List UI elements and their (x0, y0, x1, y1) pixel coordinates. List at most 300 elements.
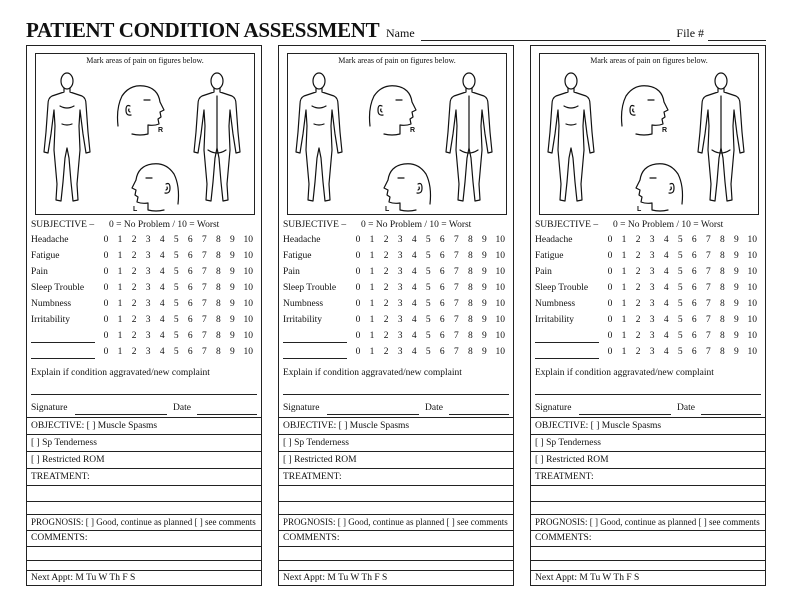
explain-field[interactable] (31, 394, 257, 395)
explain-field[interactable] (535, 394, 761, 395)
rating-option[interactable]: 1 (621, 331, 627, 341)
rating-option[interactable]: 7 (705, 251, 711, 261)
left-side-head-figure[interactable] (132, 164, 179, 211)
rating-option[interactable]: 2 (131, 267, 137, 277)
rating-option[interactable]: 8 (720, 283, 725, 293)
rating-option[interactable]: 1 (621, 267, 627, 277)
rating-option[interactable]: 4 (159, 331, 165, 341)
rating-option[interactable]: 3 (649, 299, 655, 309)
rating-option[interactable]: 7 (705, 235, 711, 245)
rating-option[interactable]: 0 (103, 347, 109, 357)
rating-option[interactable]: 6 (691, 283, 697, 293)
rating-option[interactable]: 9 (230, 347, 235, 357)
rating-option[interactable]: 10 (495, 251, 505, 261)
rating-option[interactable]: 3 (649, 283, 655, 293)
rating-option[interactable]: 7 (453, 315, 459, 325)
rating-option[interactable]: 3 (397, 347, 403, 357)
rating-option[interactable]: 5 (173, 251, 179, 261)
left-side-head-figure[interactable] (384, 164, 431, 211)
body-diagram[interactable] (540, 54, 758, 214)
body-diagram[interactable] (36, 54, 254, 214)
next-appt-days[interactable]: Next Appt: M Tu W Th F S (31, 573, 136, 583)
comments-line[interactable] (531, 560, 765, 561)
rating-option[interactable]: 3 (145, 331, 151, 341)
rating-option[interactable]: 5 (425, 251, 431, 261)
rating-option[interactable]: 4 (411, 235, 417, 245)
rating-option[interactable]: 7 (453, 347, 459, 357)
rating-option[interactable]: 5 (425, 315, 431, 325)
rating-option[interactable]: 10 (243, 347, 253, 357)
rating-option[interactable]: 4 (159, 235, 165, 245)
rating-option[interactable]: 9 (734, 267, 739, 277)
rating-option[interactable]: 5 (425, 331, 431, 341)
rating-option[interactable]: 6 (691, 235, 697, 245)
rating-option[interactable]: 0 (355, 267, 361, 277)
rating-option[interactable]: 4 (411, 251, 417, 261)
rating-option[interactable]: 0 (607, 267, 613, 277)
rating-option[interactable]: 0 (355, 283, 361, 293)
rating-option[interactable]: 3 (145, 315, 151, 325)
rating-option[interactable]: 8 (720, 315, 725, 325)
rating-option[interactable]: 0 (355, 235, 361, 245)
rating-option[interactable]: 1 (621, 251, 627, 261)
rating-option[interactable]: 8 (216, 283, 221, 293)
rating-option[interactable]: 7 (201, 267, 207, 277)
rating-option[interactable]: 8 (720, 331, 725, 341)
rating-option[interactable]: 1 (369, 235, 375, 245)
rating-option[interactable]: 8 (468, 235, 473, 245)
sp-tenderness-checkbox[interactable]: [ ] Sp Tenderness (283, 438, 349, 448)
file-number-field[interactable] (708, 29, 766, 41)
rating-option[interactable]: 6 (187, 283, 193, 293)
rating-option[interactable]: 3 (145, 251, 151, 261)
explain-field[interactable] (283, 394, 509, 395)
front-body-figure[interactable] (548, 73, 594, 201)
rating-option[interactable]: 5 (677, 267, 683, 277)
rating-option[interactable]: 5 (425, 283, 431, 293)
rating-option[interactable]: 2 (635, 267, 641, 277)
rating-option[interactable]: 0 (103, 283, 109, 293)
rating-option[interactable]: 5 (425, 299, 431, 309)
rating-option[interactable]: 0 (607, 235, 613, 245)
rating-option[interactable]: 9 (482, 331, 487, 341)
rating-option[interactable]: 2 (131, 251, 137, 261)
rating-option[interactable]: 1 (369, 347, 375, 357)
rating-option[interactable]: 2 (131, 283, 137, 293)
rating-option[interactable]: 6 (187, 299, 193, 309)
rating-option[interactable]: 9 (482, 299, 487, 309)
rating-option[interactable]: 7 (201, 299, 207, 309)
rating-option[interactable]: 9 (230, 283, 235, 293)
objective-muscle-spasms-checkbox[interactable]: OBJECTIVE: [ ] Muscle Spasms (283, 421, 410, 431)
rating-option[interactable]: 0 (355, 331, 361, 341)
custom-symptom-field[interactable] (535, 342, 599, 343)
rating-option[interactable]: 10 (495, 299, 505, 309)
rating-option[interactable]: 10 (747, 299, 757, 309)
rating-option[interactable]: 9 (230, 315, 235, 325)
rating-option[interactable]: 4 (159, 251, 165, 261)
rating-option[interactable]: 8 (468, 267, 473, 277)
rating-option[interactable]: 0 (103, 267, 109, 277)
custom-symptom-field[interactable] (283, 358, 347, 359)
rating-option[interactable]: 4 (159, 347, 165, 357)
rating-option[interactable]: 3 (397, 251, 403, 261)
front-body-figure[interactable] (44, 73, 90, 201)
rating-option[interactable]: 3 (397, 235, 403, 245)
rating-option[interactable]: 7 (453, 267, 459, 277)
rating-option[interactable]: 4 (663, 251, 669, 261)
rating-option[interactable]: 6 (439, 331, 445, 341)
rating-option[interactable]: 1 (369, 267, 375, 277)
rating-option[interactable]: 10 (747, 251, 757, 261)
rating-option[interactable]: 2 (383, 267, 389, 277)
rating-option[interactable]: 3 (649, 251, 655, 261)
rating-option[interactable]: 7 (705, 283, 711, 293)
next-appt-days[interactable]: Next Appt: M Tu W Th F S (283, 573, 388, 583)
rating-option[interactable]: 4 (159, 299, 165, 309)
rating-option[interactable]: 7 (453, 283, 459, 293)
rating-option[interactable]: 4 (663, 347, 669, 357)
rating-option[interactable]: 4 (663, 331, 669, 341)
rating-option[interactable]: 2 (635, 299, 641, 309)
rating-option[interactable]: 5 (677, 283, 683, 293)
rating-option[interactable]: 9 (482, 235, 487, 245)
rating-option[interactable]: 4 (663, 267, 669, 277)
rating-option[interactable]: 2 (635, 347, 641, 357)
rating-option[interactable]: 1 (369, 283, 375, 293)
rating-option[interactable]: 1 (117, 235, 123, 245)
rating-option[interactable]: 0 (607, 299, 613, 309)
rating-option[interactable]: 0 (607, 347, 613, 357)
rating-option[interactable]: 4 (663, 283, 669, 293)
rating-option[interactable]: 2 (635, 251, 641, 261)
rating-option[interactable]: 7 (705, 315, 711, 325)
rating-option[interactable]: 10 (495, 267, 505, 277)
rating-option[interactable]: 6 (691, 347, 697, 357)
rating-option[interactable]: 9 (734, 315, 739, 325)
rating-option[interactable]: 0 (607, 315, 613, 325)
restricted-rom-checkbox[interactable]: [ ] Restricted ROM (31, 455, 105, 465)
rating-option[interactable]: 6 (691, 251, 697, 261)
rating-option[interactable]: 6 (439, 235, 445, 245)
rating-option[interactable]: 6 (187, 347, 193, 357)
rating-option[interactable]: 3 (397, 267, 403, 277)
rating-option[interactable]: 10 (243, 251, 253, 261)
rating-option[interactable]: 9 (482, 347, 487, 357)
rating-option[interactable]: 7 (453, 299, 459, 309)
rating-option[interactable]: 1 (369, 315, 375, 325)
body-figure-box[interactable] (287, 53, 507, 215)
rating-option[interactable]: 7 (201, 347, 207, 357)
date-field[interactable] (449, 414, 509, 415)
rating-option[interactable]: 10 (495, 347, 505, 357)
rating-option[interactable]: 1 (369, 299, 375, 309)
rating-option[interactable]: 9 (734, 283, 739, 293)
rating-option[interactable]: 6 (439, 299, 445, 309)
name-field[interactable] (421, 29, 671, 41)
next-appt-days[interactable]: Next Appt: M Tu W Th F S (535, 573, 640, 583)
rating-option[interactable]: 0 (355, 347, 361, 357)
rating-option[interactable]: 0 (103, 235, 109, 245)
date-field[interactable] (197, 414, 257, 415)
rating-option[interactable]: 2 (131, 315, 137, 325)
custom-symptom-field[interactable] (535, 358, 599, 359)
comments-line[interactable] (279, 560, 513, 561)
treatment-line[interactable] (531, 501, 765, 502)
rating-option[interactable]: 10 (243, 235, 253, 245)
body-figure-box[interactable] (539, 53, 759, 215)
rating-option[interactable]: 9 (230, 251, 235, 261)
rating-option[interactable]: 3 (397, 283, 403, 293)
rating-option[interactable]: 10 (495, 235, 505, 245)
rating-option[interactable]: 6 (187, 267, 193, 277)
rating-option[interactable]: 7 (201, 283, 207, 293)
rating-option[interactable]: 2 (131, 331, 137, 341)
rating-option[interactable]: 9 (482, 267, 487, 277)
rating-option[interactable]: 1 (117, 315, 123, 325)
rating-option[interactable]: 5 (173, 283, 179, 293)
rating-option[interactable]: 5 (677, 235, 683, 245)
rating-option[interactable]: 9 (734, 347, 739, 357)
rating-option[interactable]: 9 (482, 251, 487, 261)
rating-option[interactable]: 7 (705, 331, 711, 341)
rating-option[interactable]: 7 (201, 235, 207, 245)
rating-option[interactable]: 10 (243, 283, 253, 293)
rating-option[interactable]: 10 (747, 267, 757, 277)
signature-field[interactable] (75, 414, 167, 415)
rating-option[interactable]: 8 (468, 315, 473, 325)
body-figure-box[interactable] (35, 53, 255, 215)
rating-option[interactable]: 10 (243, 331, 253, 341)
rating-option[interactable]: 5 (173, 235, 179, 245)
rating-option[interactable]: 3 (397, 299, 403, 309)
rating-option[interactable]: 6 (691, 299, 697, 309)
rating-option[interactable]: 9 (734, 299, 739, 309)
rating-option[interactable]: 8 (216, 267, 221, 277)
rating-option[interactable]: 6 (691, 315, 697, 325)
front-body-figure[interactable] (296, 73, 342, 201)
rating-option[interactable]: 2 (383, 347, 389, 357)
rating-option[interactable]: 10 (243, 267, 253, 277)
rating-option[interactable]: 8 (468, 283, 473, 293)
rating-option[interactable]: 8 (216, 251, 221, 261)
rating-option[interactable]: 5 (425, 267, 431, 277)
rating-option[interactable]: 5 (425, 235, 431, 245)
rating-option[interactable]: 2 (383, 315, 389, 325)
rating-option[interactable]: 8 (720, 267, 725, 277)
rating-option[interactable]: 6 (187, 235, 193, 245)
rating-option[interactable]: 8 (216, 299, 221, 309)
prognosis-options[interactable]: PROGNOSIS: [ ] Good, continue as planned [ ] see comments (535, 517, 760, 527)
rating-option[interactable]: 9 (230, 331, 235, 341)
rating-option[interactable]: 8 (216, 235, 221, 245)
rating-option[interactable]: 9 (230, 267, 235, 277)
rating-option[interactable]: 10 (243, 315, 253, 325)
rating-option[interactable]: 1 (621, 315, 627, 325)
rating-option[interactable]: 0 (355, 251, 361, 261)
rating-option[interactable]: 0 (355, 315, 361, 325)
rating-option[interactable]: 1 (117, 347, 123, 357)
objective-muscle-spasms-checkbox[interactable]: OBJECTIVE: [ ] Muscle Spasms (31, 421, 158, 431)
rating-option[interactable]: 4 (159, 315, 165, 325)
rating-option[interactable]: 1 (369, 251, 375, 261)
rating-option[interactable]: 2 (131, 299, 137, 309)
sp-tenderness-checkbox[interactable]: [ ] Sp Tenderness (31, 438, 97, 448)
back-body-figure[interactable] (698, 73, 744, 201)
rating-option[interactable]: 10 (747, 315, 757, 325)
rating-option[interactable]: 1 (621, 347, 627, 357)
rating-option[interactable]: 9 (734, 331, 739, 341)
rating-option[interactable]: 5 (173, 347, 179, 357)
rating-option[interactable]: 8 (720, 347, 725, 357)
rating-option[interactable]: 6 (439, 283, 445, 293)
rating-option[interactable]: 3 (145, 235, 151, 245)
rating-option[interactable]: 6 (187, 251, 193, 261)
rating-option[interactable]: 8 (468, 251, 473, 261)
rating-option[interactable]: 3 (649, 315, 655, 325)
rating-option[interactable]: 2 (383, 331, 389, 341)
rating-option[interactable]: 9 (482, 315, 487, 325)
rating-option[interactable]: 8 (468, 347, 473, 357)
rating-option[interactable]: 1 (117, 251, 123, 261)
rating-option[interactable]: 2 (635, 283, 641, 293)
rating-option[interactable]: 6 (439, 267, 445, 277)
custom-symptom-field[interactable] (31, 358, 95, 359)
objective-muscle-spasms-checkbox[interactable]: OBJECTIVE: [ ] Muscle Spasms (535, 421, 662, 431)
rating-option[interactable]: 3 (145, 267, 151, 277)
rating-option[interactable]: 5 (173, 315, 179, 325)
rating-option[interactable]: 8 (720, 299, 725, 309)
rating-option[interactable]: 7 (201, 315, 207, 325)
rating-option[interactable]: 7 (453, 235, 459, 245)
rating-option[interactable]: 9 (734, 235, 739, 245)
rating-option[interactable]: 10 (495, 331, 505, 341)
left-side-head-figure[interactable] (636, 164, 683, 211)
rating-option[interactable]: 8 (720, 251, 725, 261)
rating-option[interactable]: 5 (173, 331, 179, 341)
rating-option[interactable]: 3 (145, 283, 151, 293)
rating-option[interactable]: 2 (131, 235, 137, 245)
rating-option[interactable]: 2 (131, 347, 137, 357)
rating-option[interactable]: 3 (649, 347, 655, 357)
rating-option[interactable]: 2 (383, 251, 389, 261)
rating-option[interactable]: 7 (201, 251, 207, 261)
rating-option[interactable]: 5 (677, 251, 683, 261)
rating-option[interactable]: 10 (747, 283, 757, 293)
rating-option[interactable]: 7 (705, 299, 711, 309)
sp-tenderness-checkbox[interactable]: [ ] Sp Tenderness (535, 438, 601, 448)
rating-option[interactable]: 1 (369, 331, 375, 341)
rating-option[interactable]: 6 (691, 267, 697, 277)
rating-option[interactable]: 1 (117, 331, 123, 341)
rating-option[interactable]: 10 (243, 299, 253, 309)
rating-option[interactable]: 0 (607, 283, 613, 293)
rating-option[interactable]: 1 (117, 299, 123, 309)
rating-option[interactable]: 5 (677, 347, 683, 357)
rating-option[interactable]: 6 (691, 331, 697, 341)
rating-option[interactable]: 0 (607, 251, 613, 261)
rating-option[interactable]: 10 (747, 235, 757, 245)
comments-line[interactable] (27, 560, 261, 561)
restricted-rom-checkbox[interactable]: [ ] Restricted ROM (283, 455, 357, 465)
rating-option[interactable]: 5 (173, 299, 179, 309)
rating-option[interactable]: 1 (117, 267, 123, 277)
rating-option[interactable]: 8 (216, 331, 221, 341)
back-body-figure[interactable] (194, 73, 240, 201)
custom-symptom-field[interactable] (31, 342, 95, 343)
rating-option[interactable]: 10 (495, 283, 505, 293)
rating-option[interactable]: 0 (103, 331, 109, 341)
prognosis-options[interactable]: PROGNOSIS: [ ] Good, continue as planned [ ] see comments (31, 517, 256, 527)
rating-option[interactable]: 5 (173, 267, 179, 277)
rating-option[interactable]: 4 (411, 267, 417, 277)
rating-option[interactable]: 1 (621, 299, 627, 309)
rating-option[interactable]: 10 (495, 315, 505, 325)
rating-option[interactable]: 3 (145, 347, 151, 357)
rating-option[interactable]: 6 (187, 331, 193, 341)
rating-option[interactable]: 5 (677, 299, 683, 309)
rating-option[interactable]: 4 (411, 283, 417, 293)
rating-option[interactable]: 9 (482, 283, 487, 293)
rating-option[interactable]: 8 (216, 347, 221, 357)
rating-option[interactable]: 2 (635, 235, 641, 245)
rating-option[interactable]: 2 (383, 283, 389, 293)
date-field[interactable] (701, 414, 761, 415)
rating-option[interactable]: 4 (411, 347, 417, 357)
back-body-figure[interactable] (446, 73, 492, 201)
rating-option[interactable]: 9 (230, 299, 235, 309)
rating-option[interactable]: 0 (607, 331, 613, 341)
rating-option[interactable]: 7 (705, 347, 711, 357)
rating-option[interactable]: 8 (216, 315, 221, 325)
rating-option[interactable]: 0 (103, 315, 109, 325)
restricted-rom-checkbox[interactable]: [ ] Restricted ROM (535, 455, 609, 465)
rating-option[interactable]: 8 (720, 235, 725, 245)
rating-option[interactable]: 7 (705, 267, 711, 277)
rating-option[interactable]: 8 (468, 299, 473, 309)
rating-option[interactable]: 4 (159, 267, 165, 277)
rating-option[interactable]: 3 (649, 331, 655, 341)
rating-option[interactable]: 4 (663, 235, 669, 245)
rating-option[interactable]: 10 (747, 331, 757, 341)
treatment-line[interactable] (27, 501, 261, 502)
rating-option[interactable]: 4 (663, 299, 669, 309)
rating-option[interactable]: 7 (453, 251, 459, 261)
rating-option[interactable]: 3 (145, 299, 151, 309)
rating-option[interactable]: 0 (355, 299, 361, 309)
rating-option[interactable]: 6 (439, 315, 445, 325)
rating-option[interactable]: 1 (621, 283, 627, 293)
rating-option[interactable]: 0 (103, 299, 109, 309)
rating-option[interactable]: 2 (635, 315, 641, 325)
rating-option[interactable]: 7 (201, 331, 207, 341)
prognosis-options[interactable]: PROGNOSIS: [ ] Good, continue as planned [ ] see comments (283, 517, 508, 527)
rating-option[interactable]: 1 (621, 235, 627, 245)
rating-option[interactable]: 3 (397, 331, 403, 341)
custom-symptom-field[interactable] (283, 342, 347, 343)
body-diagram[interactable] (288, 54, 506, 214)
rating-option[interactable]: 10 (747, 347, 757, 357)
rating-option[interactable]: 5 (425, 347, 431, 357)
rating-option[interactable]: 9 (734, 251, 739, 261)
rating-option[interactable]: 1 (117, 283, 123, 293)
rating-option[interactable]: 2 (383, 299, 389, 309)
rating-option[interactable]: 4 (159, 283, 165, 293)
rating-option[interactable]: 3 (397, 315, 403, 325)
rating-option[interactable]: 2 (635, 331, 641, 341)
treatment-line[interactable] (279, 501, 513, 502)
rating-option[interactable]: 3 (649, 267, 655, 277)
